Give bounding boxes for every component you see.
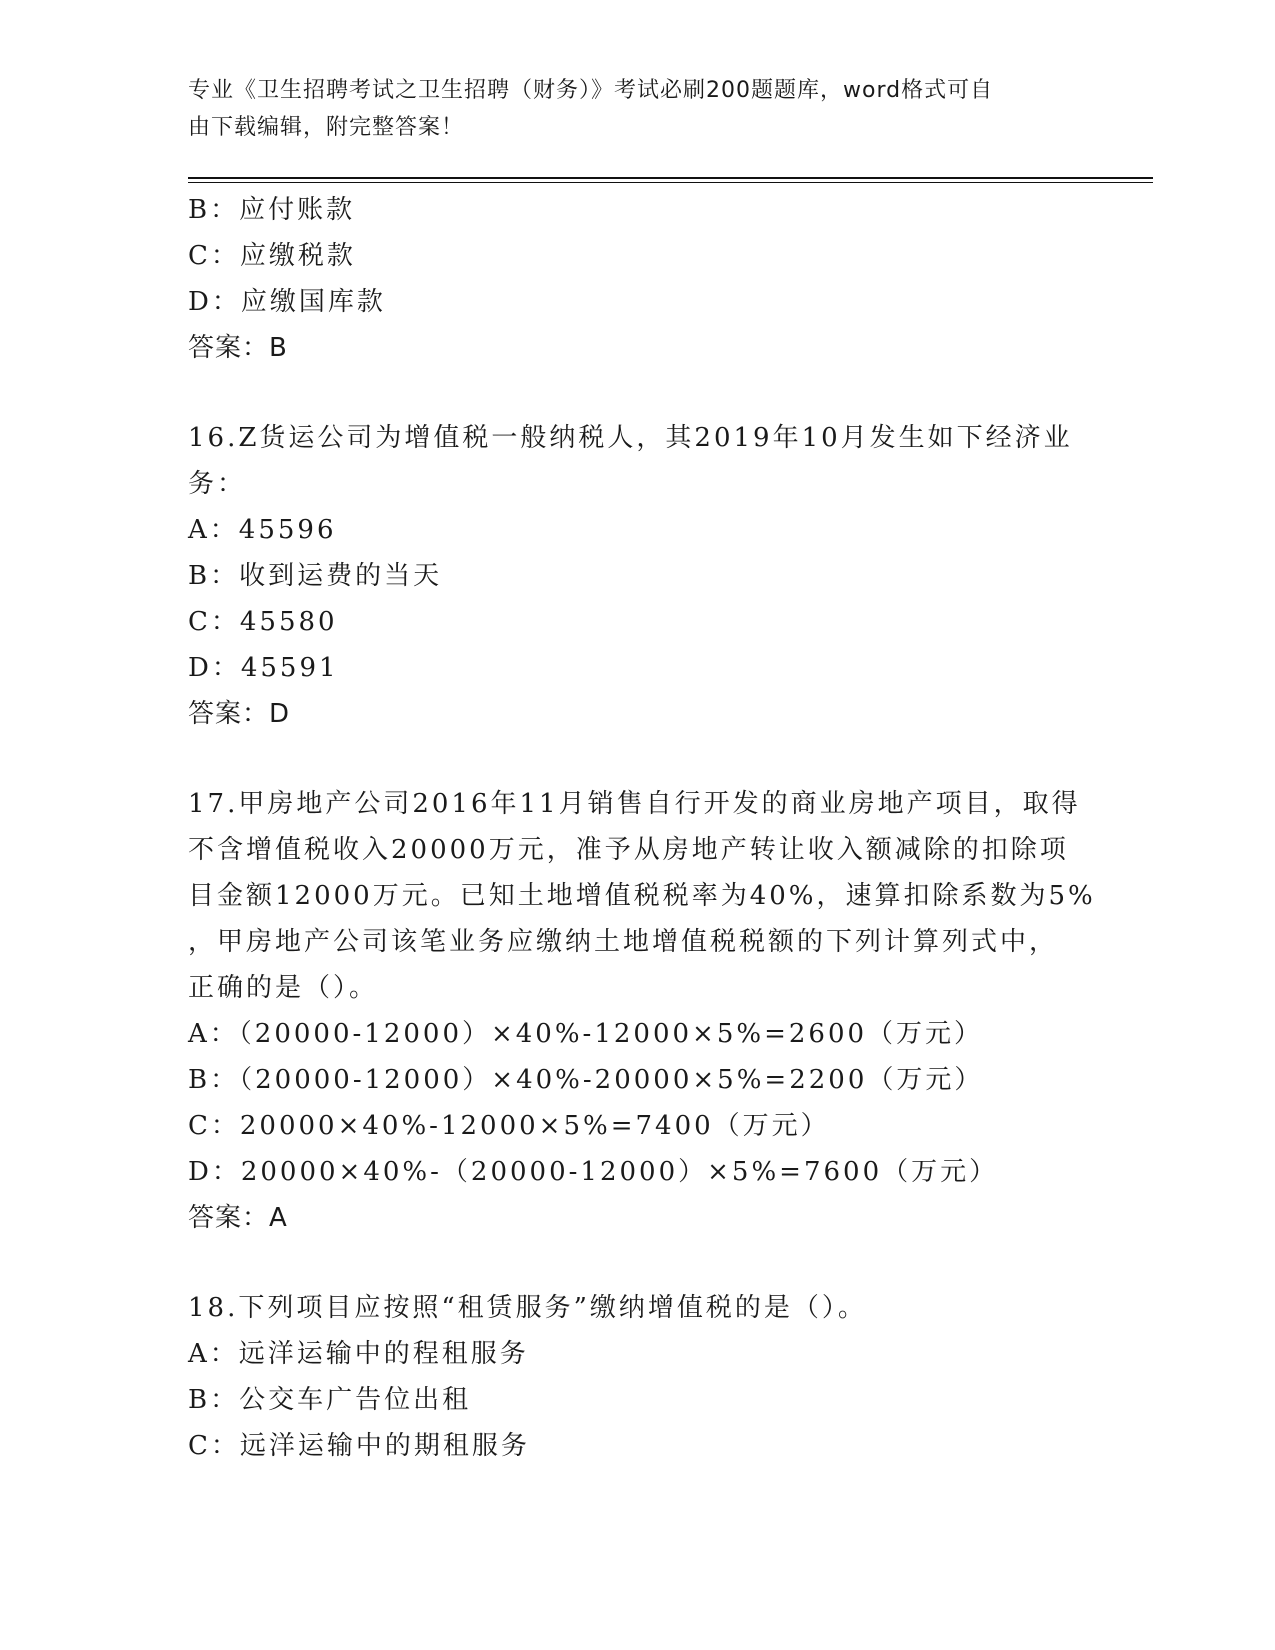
- header-divider-thin: [188, 182, 1153, 183]
- question-18-option-c: C：远洋运输中的期租服务: [188, 1431, 530, 1461]
- question-15-option-d: D：应缴国库款: [188, 287, 386, 317]
- question-18-option-b: B：公交车广告位出租: [188, 1385, 472, 1415]
- spacer: [188, 371, 1078, 415]
- question-16-stem-line-1: 16.Z货运公司为增值税一般纳税人，其2019年10月发生如下经济业: [188, 423, 1073, 453]
- question-17-stem-line-5: 正确的是（）。: [188, 973, 379, 1003]
- question-16-stem-line-2: 务：: [188, 469, 247, 499]
- question-16-option-a: A：45596: [188, 515, 337, 545]
- header-line-1: 专业《卫生招聘考试之卫生招聘（财务）》考试必刷200题题库，word格式可自: [188, 78, 994, 103]
- question-17-option-b: B：（20000-12000）×40%-20000×5%=2200（万元）: [188, 1065, 984, 1095]
- question-16-block: [188, 415, 1078, 737]
- question-16-answer: 答案：D: [188, 699, 291, 729]
- question-17-option-c: C：20000×40%-12000×5%=7400（万元）: [188, 1111, 830, 1141]
- question-content: [188, 187, 1096, 1469]
- spacer: [188, 1241, 1078, 1285]
- question-17-stem-line-4: ，甲房地产公司该笔业务应缴纳土地增值税税额的下列计算列式中，: [188, 927, 1059, 957]
- spacer: [188, 737, 1078, 781]
- question-17-stem-line-2: 不含增值税收入20000万元，准予从房地产转让收入额减除的扣除项: [188, 835, 1069, 865]
- question-17-option-a: A：（20000-12000）×40%-12000×5%=2600（万元）: [188, 1019, 984, 1049]
- question-15-answer: 答案：B: [188, 333, 288, 363]
- header-line-2: 由下载编辑，附完整答案！: [188, 115, 465, 140]
- question-18-option-a: A：远洋运输中的程租服务: [188, 1339, 529, 1369]
- question-15-option-c: C：应缴税款: [188, 241, 356, 271]
- question-17-block: [188, 781, 1096, 1241]
- question-17-stem-line-1: 17.甲房地产公司2016年11月销售自行开发的商业房地产项目，取得: [188, 789, 1081, 819]
- question-16-option-c: C：45580: [188, 607, 338, 637]
- header-divider-thick: [188, 177, 1153, 179]
- question-15-block: [188, 187, 1078, 371]
- question-16-option-d: D：45591: [188, 653, 339, 683]
- question-15-option-b: B：应付账款: [188, 195, 356, 225]
- question-17-answer: 答案：A: [188, 1203, 288, 1233]
- question-17-option-d: D：20000×40%-（20000-12000）×5%=7600（万元）: [188, 1157, 999, 1187]
- document-header: [188, 72, 1068, 146]
- question-17-stem-line-3: 目金额12000万元。已知土地增值税税率为40%，速算扣除系数为5%: [188, 881, 1096, 911]
- question-16-option-b: B：收到运费的当天: [188, 561, 443, 591]
- question-18-block: [188, 1285, 1078, 1469]
- question-18-stem-line-1: 18.下列项目应按照“租赁服务”缴纳增值税的是（）。: [188, 1293, 867, 1323]
